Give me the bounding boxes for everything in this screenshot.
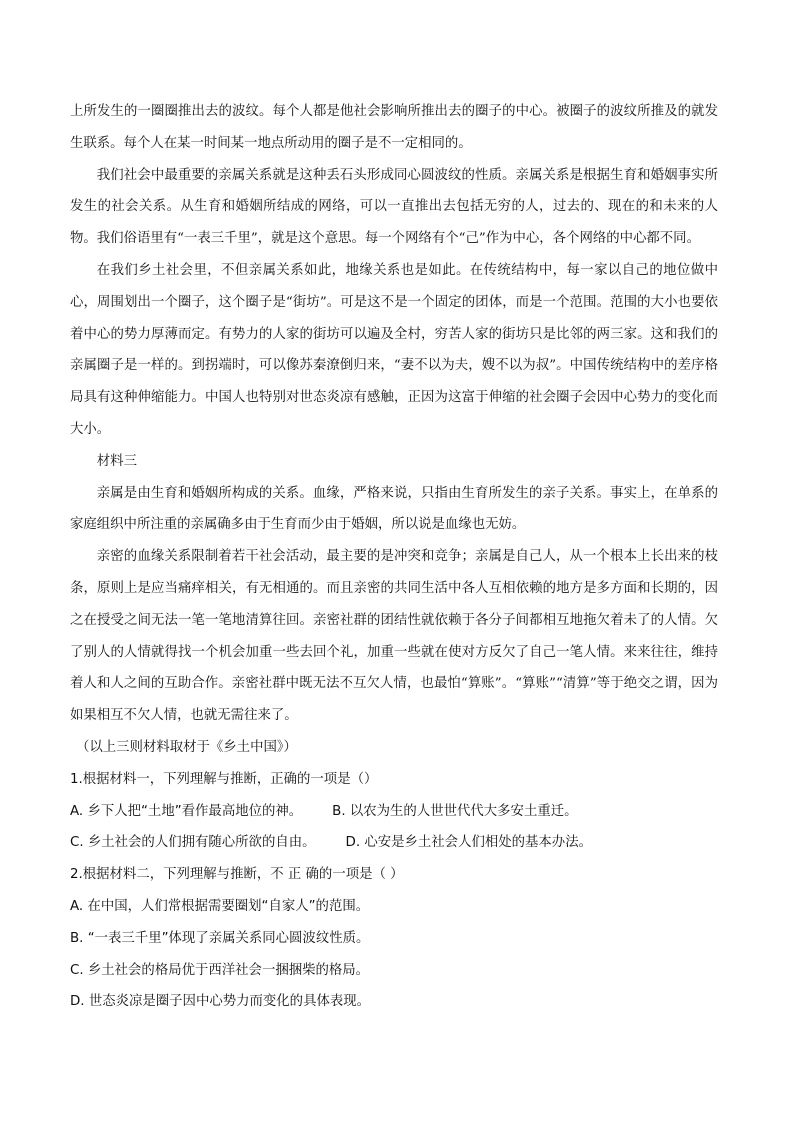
- source-note: （以上三则材料取材于《乡土中国》）: [76, 739, 297, 755]
- paragraph-favors: 亲密的血缘关系限制着若干社会活动，最主要的是冲突和竞争；亲属是自己人，从一个根本上长出来的枝条，原则上是应当痛痒相关，有无相通的。而且亲密的共同生活中各人互相依赖的地方是多方面和长期的，因之在授受之间无法一笔一笔地清算往回。亲密社群的团结性就依赖于各分子间都相互地拖欠着未了的人情。欠了别人的人情就得找一个机会加重一些去回个礼，加重一些就在使对方反欠了自己一笔人情。来来往往，维持着人和人之间的互助合作。亲密社群中既无法不互欠人情，也最怕“算账”。“算账”“清算”等于绝交之谓，因为如果相互不欠人情，也就无需往来了。: [70, 549, 718, 724]
- option-a: A. 在中国，人们常根据需要圈划“自家人”的范围。: [70, 898, 370, 914]
- question-2: [70, 859, 718, 1018]
- document-page: [70, 96, 718, 1018]
- option-row: [70, 796, 718, 828]
- option-a: A. 乡下人把“土地”看作最高地位的神。: [70, 803, 303, 819]
- option-c: C. 乡土社会的格局优于西洋社会一捆捆柴的格局。: [70, 962, 370, 978]
- question-1: [70, 764, 718, 859]
- paragraph-blood-relation: 亲属是由生育和婚姻所构成的关系。血缘，严格来说，只指由生育所发生的亲子关系。事实上，在单系的家庭组织中所注重的亲属确多由于生育而少由于婚姻，所以说是血缘也无妨。: [70, 485, 718, 533]
- paragraph-continued: 上所发生的一圈圈推出去的波纹。每个人都是他社会影响所推出去的圈子的中心。被圈子的波纹所推及的就发生联系。每个人在某一时间某一地点所动用的圈子是不一定相同的。: [70, 104, 718, 151]
- option-row: [70, 827, 718, 859]
- paragraph-neighborhood: 在我们乡土社会里，不但亲属关系如此，地缘关系也是如此。在传统结构中，每一家以自己的地位做中心，周围划出一个圈子，这个圈子是“街坊”。可是这不是一个固定的团体，而是一个范围。范围的大小也要依着中心的势力厚薄而定。有势力的人家的街坊可以遍及全村，穷苦人家的街坊只是比邻的两三家。这和我们的亲属圈子是一样的。到拐端时，可以像苏秦潦倒归来，“妻不以为夫，嫂不以为叔”。中国传统结构中的差序格局具有这种伸缩能力。中国人也特别对世态炎凉有感触，正因为这富于伸缩的社会圈子会因中心势力的变化而大小。: [70, 262, 718, 437]
- option-d: D. 世态炎凉是圈子因中心势力而变化的具体表现。: [70, 994, 371, 1010]
- question-stem: 2.根据材料二，下列理解与推断，不 正 确的一项是（ ）: [70, 867, 404, 883]
- option-c: C. 乡土社会的人们拥有随心所欲的自由。: [70, 835, 316, 851]
- option-d: D. 心安是乡土社会人们相处的基本办法。: [345, 835, 592, 851]
- paragraph-kinship-ripples: 我们社会中最重要的亲属关系就是这种丢石头形成同心圆波纹的性质。亲属关系是根据生育和婚姻事实所发生的社会关系。从生育和婚姻所结成的网络，可以一直推出去包括无穷的人，过去的、现在的和未来的人物。我们俗语里有“一表三千里”，就是这个意思。每一个网络有个“己”作为中心，各个网络的中心都不同。: [70, 167, 718, 247]
- option-b: B. 以农为生的人世世代代大多安土重迁。: [332, 803, 578, 819]
- question-stem: 1.根据材料一，下列理解与推断，正确的一项是（）: [70, 771, 378, 787]
- material-three-heading: 材料三: [96, 453, 137, 469]
- option-b: B. “一表三千里”体现了亲属关系同心圆波纹性质。: [70, 930, 370, 946]
